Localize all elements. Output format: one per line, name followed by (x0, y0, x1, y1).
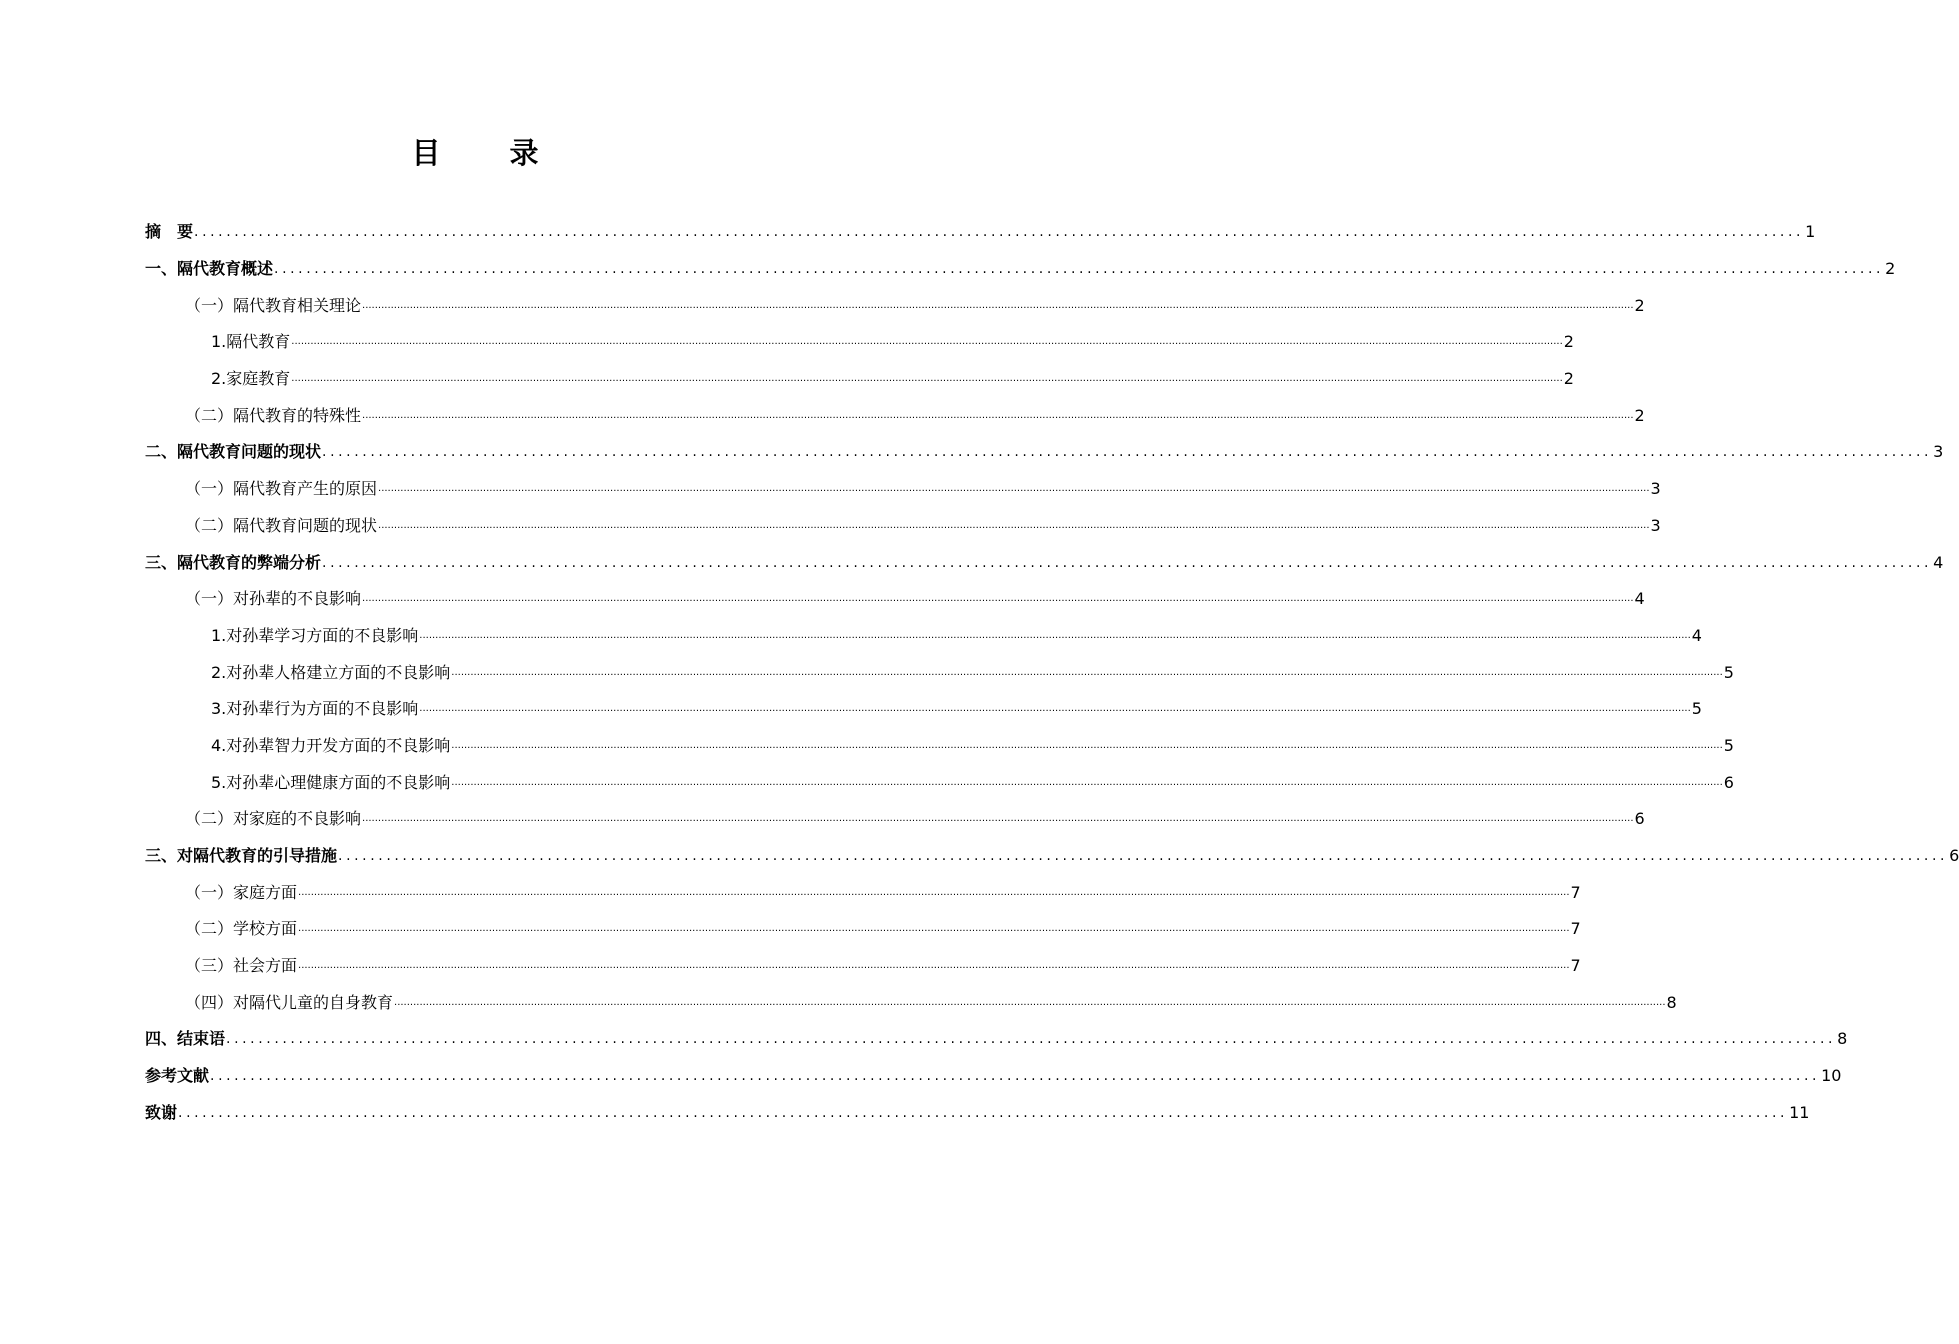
toc-entry-label: 三、隔代教育的弊端分析 (145, 552, 322, 572)
toc-entry[interactable] (145, 1095, 1810, 1132)
toc-dot-leader: ................................................................................................................................................................................................................................................................................................................................................................................................................ (419, 629, 1691, 641)
toc-entry[interactable] (145, 948, 1581, 985)
toc-entry[interactable] (145, 361, 1574, 398)
toc-entry-page-number: 4 (1691, 625, 1702, 645)
toc-entry[interactable] (145, 581, 1645, 618)
toc-dot-leader: ................................................................................................................................................................................................................................................................................................................................................................................................................ (451, 666, 1723, 678)
toc-entry[interactable] (145, 508, 1661, 545)
toc-entry-label: 一、隔代教育概述 (145, 259, 274, 279)
toc-dot-leader: ........................................................................................................................................................................................................ (322, 554, 1933, 571)
toc-entry[interactable] (145, 911, 1581, 948)
toc-entry[interactable] (145, 214, 1816, 251)
toc-entry[interactable] (145, 654, 1734, 691)
toc-dot-leader: ........................................................................................................................................................................................................ (178, 1104, 1789, 1121)
toc-entry[interactable] (145, 434, 1944, 471)
toc-entry-page-number: 6 (1634, 809, 1645, 829)
toc-entry-label: 5.对孙辈心理健康方面的不良影响 (211, 772, 451, 792)
toc-entry[interactable] (145, 471, 1661, 508)
toc-dot-leader: ........................................................................................................................................................................................................ (322, 444, 1933, 461)
toc-entry-label: 3.对孙辈行为方面的不良影响 (211, 699, 419, 719)
toc-dot-leader: ................................................................................................................................................................................................................................................................................................................................................................................................................ (378, 519, 1650, 531)
toc-entry-page-number: 7 (1570, 919, 1581, 939)
toc-dot-leader: ................................................................................................................................................................................................................................................................................................................................................................................................................ (291, 373, 1563, 385)
toc-entry-label: 1.隔代教育 (211, 332, 291, 352)
toc-entry-label: 三、对隔代教育的引导措施 (145, 846, 338, 866)
page-title: 目 录 (411, 136, 559, 170)
toc-dot-leader: ................................................................................................................................................................................................................................................................................................................................................................................................................ (394, 996, 1666, 1008)
toc-entry-label: （四）对隔代儿童的自身教育 (185, 992, 394, 1012)
toc-entry[interactable] (145, 984, 1677, 1021)
toc-entry[interactable] (145, 874, 1581, 911)
toc-entry-page-number: 5 (1723, 735, 1734, 755)
toc-entry[interactable] (145, 324, 1574, 361)
toc-entry[interactable] (145, 838, 1959, 875)
toc-dot-leader: ................................................................................................................................................................................................................................................................................................................................................................................................................ (298, 960, 1570, 972)
toc-entry-page-number: 2 (1885, 259, 1896, 279)
toc-entry-page-number: 2 (1634, 405, 1645, 425)
toc-dot-leader: ................................................................................................................................................................................................................................................................................................................................................................................................................ (451, 739, 1723, 751)
toc-entry-page-number: 10 (1821, 1066, 1842, 1086)
toc-entry-label: 四、结束语 (145, 1029, 226, 1049)
toc-entry-label: 二、隔代教育问题的现状 (145, 442, 322, 462)
toc-entry[interactable] (145, 397, 1645, 434)
toc-dot-leader: ........................................................................................................................................................................................................ (226, 1031, 1837, 1048)
toc-entry-label: 2.家庭教育 (211, 369, 291, 389)
toc-dot-leader: ................................................................................................................................................................................................................................................................................................................................................................................................................ (298, 923, 1570, 935)
toc-dot-leader: ................................................................................................................................................................................................................................................................................................................................................................................................................ (419, 703, 1691, 715)
toc-entry-label: （一）隔代教育相关理论 (185, 295, 362, 315)
toc-entry-page-number: 8 (1666, 992, 1677, 1012)
toc-entry[interactable] (145, 287, 1645, 324)
toc-entry-label: （一）对孙辈的不良影响 (185, 589, 362, 609)
toc-entry-label: 2.对孙辈人格建立方面的不良影响 (211, 662, 451, 682)
toc-entry-page-number: 3 (1933, 442, 1944, 462)
toc-entry-page-number: 7 (1570, 956, 1581, 976)
toc-entry[interactable] (145, 691, 1702, 728)
toc-entry-label: （二）对家庭的不良影响 (185, 809, 362, 829)
toc-dot-leader: ................................................................................................................................................................................................................................................................................................................................................................................................................ (451, 776, 1723, 788)
toc-dot-leader: ................................................................................................................................................................................................................................................................................................................................................................................................................ (378, 483, 1650, 495)
toc-dot-leader: ................................................................................................................................................................................................................................................................................................................................................................................................................ (362, 409, 1634, 421)
toc-entry-page-number: 2 (1563, 332, 1574, 352)
toc-entry-label: 致谢 (145, 1102, 178, 1122)
toc-entry-page-number: 4 (1634, 589, 1645, 609)
toc-dot-leader: ........................................................................................................................................................................................................ (274, 261, 1885, 278)
toc-dot-leader: ................................................................................................................................................................................................................................................................................................................................................................................................................ (362, 299, 1634, 311)
toc-entry[interactable] (145, 251, 1896, 288)
toc-entry-page-number: 4 (1933, 552, 1944, 572)
toc-entry-label: （二）学校方面 (185, 919, 298, 939)
toc-entry[interactable] (145, 764, 1734, 801)
toc-entry-page-number: 5 (1723, 662, 1734, 682)
toc-dot-leader: ........................................................................................................................................................................................................ (194, 224, 1805, 241)
toc-entry-page-number: 8 (1837, 1029, 1848, 1049)
toc-entry-label: （三）社会方面 (185, 956, 298, 976)
toc-entry-page-number: 6 (1723, 772, 1734, 792)
toc-entry-label: 4.对孙辈智力开发方面的不良影响 (211, 735, 451, 755)
toc-dot-leader: ................................................................................................................................................................................................................................................................................................................................................................................................................ (362, 593, 1634, 605)
toc-dot-leader: ........................................................................................................................................................................................................ (338, 848, 1949, 865)
toc-entry-page-number: 3 (1650, 479, 1661, 499)
toc-entry-page-number: 2 (1563, 369, 1574, 389)
toc-entry-page-number: 3 (1650, 515, 1661, 535)
toc-entry-label: 参考文献 (145, 1066, 210, 1086)
table-of-contents (145, 214, 1959, 1131)
toc-dot-leader: ................................................................................................................................................................................................................................................................................................................................................................................................................ (298, 886, 1570, 898)
toc-entry[interactable] (145, 1021, 1848, 1058)
toc-entry[interactable] (145, 1058, 1842, 1095)
toc-entry-label: 摘 要 (145, 222, 194, 242)
toc-entry[interactable] (145, 544, 1944, 581)
toc-dot-leader: ................................................................................................................................................................................................................................................................................................................................................................................................................ (362, 813, 1634, 825)
toc-dot-leader: ........................................................................................................................................................................................................ (210, 1068, 1821, 1085)
toc-entry-label: （一）家庭方面 (185, 882, 298, 902)
toc-entry[interactable] (145, 618, 1702, 655)
toc-entry-page-number: 2 (1634, 295, 1645, 315)
toc-entry-page-number: 1 (1805, 222, 1816, 242)
toc-entry-page-number: 5 (1691, 699, 1702, 719)
toc-entry-label: （二）隔代教育的特殊性 (185, 405, 362, 425)
toc-entry[interactable] (145, 801, 1645, 838)
toc-entry-label: （一）隔代教育产生的原因 (185, 479, 378, 499)
toc-entry-label: 1.对孙辈学习方面的不良影响 (211, 625, 419, 645)
toc-dot-leader: ................................................................................................................................................................................................................................................................................................................................................................................................................ (291, 336, 1563, 348)
toc-entry-label: （二）隔代教育问题的现状 (185, 515, 378, 535)
toc-entry-page-number: 6 (1949, 846, 1959, 866)
toc-entry-page-number: 11 (1789, 1102, 1810, 1122)
toc-entry[interactable] (145, 728, 1734, 765)
toc-entry-page-number: 7 (1570, 882, 1581, 902)
